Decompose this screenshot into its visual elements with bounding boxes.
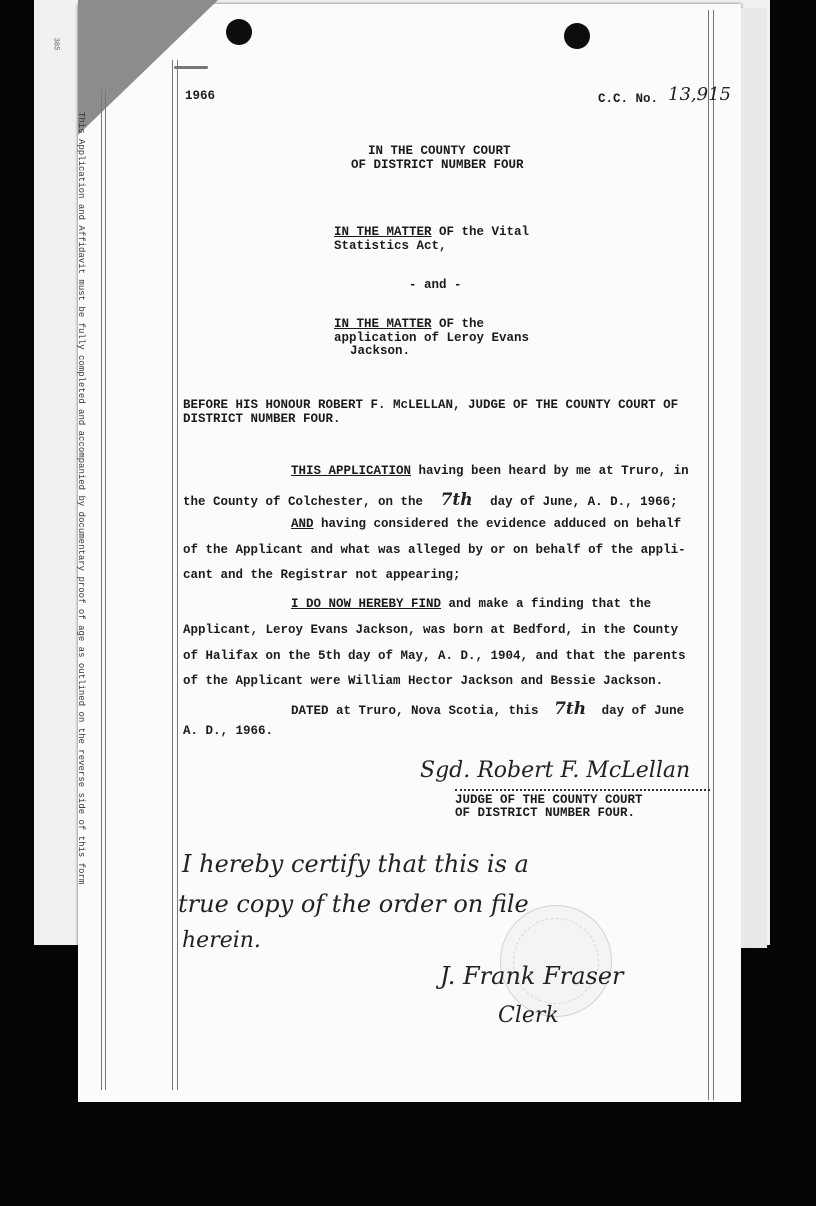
matter1-heading: IN THE MATTER <box>334 225 432 239</box>
dated-line1 <box>291 699 684 719</box>
para3-line2: Applicant, Leroy Evans Jackson, was born at Bedford, in the County <box>183 623 679 637</box>
para3-line3: of Halifax on the 5th day of May, A. D., 1904, and that the parents <box>183 649 686 663</box>
judge-signature: Sgd. Robert F. McLellan <box>420 758 691 783</box>
before-line2: DISTRICT NUMBER FOUR. <box>183 412 341 426</box>
cc-label: C.C. No. <box>598 92 659 106</box>
judge-title-line1: JUDGE OF THE COUNTY COURT <box>455 793 643 807</box>
para2-lead: AND <box>291 517 314 531</box>
court-title-line2: OF DISTRICT NUMBER FOUR <box>351 158 524 172</box>
right-sheet-edge <box>741 8 767 948</box>
para1-day-handwritten: 7th <box>440 490 473 510</box>
certification-line1: I hereby certify that this is a <box>182 850 529 878</box>
page-number: 385 <box>51 37 60 51</box>
court-title-line1: IN THE COUNTY COURT <box>368 144 511 158</box>
para2-line2: of the Applicant and what was alleged by or on behalf of the appli- <box>183 543 686 557</box>
certification-line2: true copy of the order on file <box>178 890 529 918</box>
para2-line1-rest: having considered the evidence adduced on behalf <box>321 517 682 531</box>
para3-lead: I DO NOW HEREBY FIND <box>291 597 442 611</box>
matter2-line2: application of Leroy Evans <box>334 331 530 345</box>
margin-rule-left-4 <box>177 60 178 1090</box>
para1-line2 <box>183 490 678 510</box>
dated-line1-b: day of June <box>601 704 685 718</box>
judge-title-line2: OF DISTRICT NUMBER FOUR. <box>455 806 636 820</box>
matter1-line2: Statistics Act, <box>334 239 447 253</box>
and-separator: - and - <box>409 278 462 292</box>
para3-line1 <box>291 597 651 611</box>
matter2-line1 <box>334 317 484 331</box>
signature-line <box>455 789 710 791</box>
matter1-line1-rest: OF the Vital <box>439 225 530 239</box>
matter2-line3: Jackson. <box>350 344 411 358</box>
margin-rule-left-3 <box>172 60 173 1090</box>
para3-line1-rest: and make a finding that the <box>448 597 652 611</box>
dated-line2: A. D., 1966. <box>183 724 274 738</box>
matter2-heading: IN THE MATTER <box>334 317 432 331</box>
para3-line4: of the Applicant were William Hector Jackson and Bessie Jackson. <box>183 674 664 688</box>
dated-line1-a: DATED at Truro, Nova Scotia, this <box>291 704 539 718</box>
margin-rule-right-1 <box>708 10 709 1100</box>
para1-lead: THIS APPLICATION <box>291 464 412 478</box>
margin-rule-right-2 <box>713 10 714 1100</box>
margin-note: This Application and Affidavit must be fully completed and accompanied by documentary proof of age as outlined on the reverse side of this form <box>76 112 86 885</box>
clerk-role: Clerk <box>498 1003 559 1028</box>
matter2-line1-rest: OF the <box>439 317 485 331</box>
margin-rule-left-1 <box>101 90 102 1090</box>
before-line1: BEFORE HIS HONOUR ROBERT F. McLELLAN, JUDGE OF THE COUNTY COURT OF <box>183 398 679 412</box>
clerk-signature: J. Frank Fraser <box>440 962 624 990</box>
staple-mark <box>174 66 208 69</box>
para1-line1-rest: having been heard by me at Truro, in <box>418 464 689 478</box>
para2-line1 <box>291 517 681 531</box>
para1-line1 <box>291 464 689 478</box>
cc-number: 13,915 <box>668 84 731 105</box>
certification-line3: herein. <box>182 928 261 953</box>
year: 1966 <box>185 89 216 103</box>
dated-day-handwritten: 7th <box>554 699 587 719</box>
punch-hole-left <box>226 19 252 45</box>
margin-rule-left-2 <box>105 90 106 1090</box>
para1-line2-a: the County of Colchester, on the <box>183 495 424 509</box>
matter1-line1 <box>334 225 529 239</box>
para2-line3: cant and the Registrar not appearing; <box>183 568 461 582</box>
punch-hole-right <box>564 23 590 49</box>
embossed-seal <box>500 905 612 1017</box>
para1-line2-b: day of June, A. D., 1966; <box>490 495 678 509</box>
